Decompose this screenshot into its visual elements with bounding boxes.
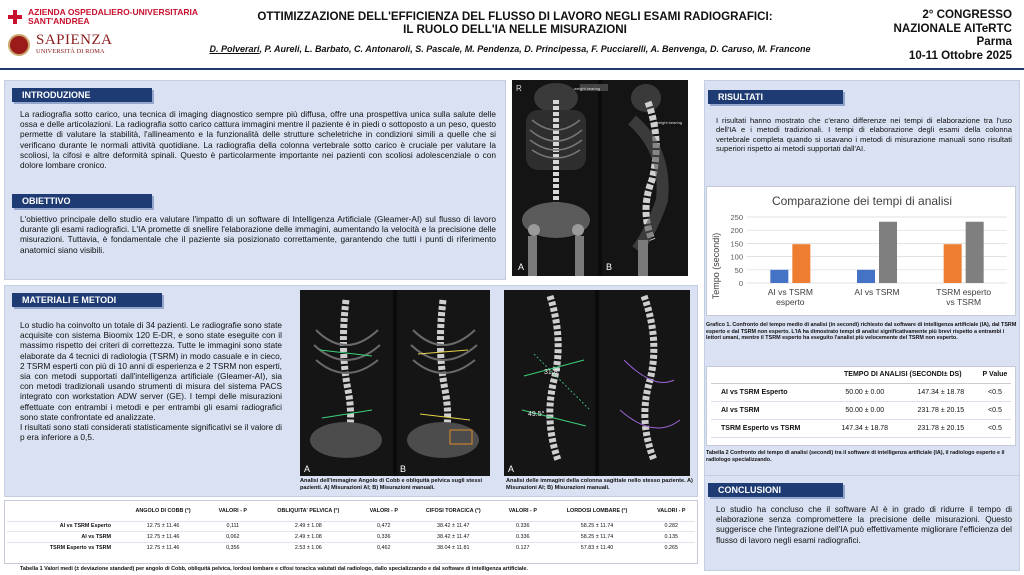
analysis-time-chart [707,187,1017,317]
col-lordosis: LORDOSI LOMBARE (°) [546,501,647,521]
y-tick-label: 200 [730,226,743,236]
co-authors: , P. Aureli, L. Barbato, C. Antonaroli, S. Pascale, M. Pendenza, D. Principessa, F. Pucciarelli, A. Benvenga, D. Caruso, M. Francone [259,44,811,54]
table-row: AI vs TSRM 12.75 ± 11.46 0,062 2.49 ± 1.08 0,336 38.42 ± 11.47 0.336 58.25 ± 11.74 0.135 [7,532,695,543]
tag-weight-bearing-1: weight bearing [574,86,601,91]
results-text: I risultati hanno mostrato che c'erano differenze nei tempi di elaborazione tra l'uso dell'IA e i metodi tradizionali. I tempi di elaborazione degli esami della colonna vertebrale completa quando si usavano i metodi di misurazione manuali sono risultati superiori rispetto ai metodi supportati dall'AI. [716,116,1012,154]
col-kyphosis: CIFOSI TORACICA (°) [407,501,499,521]
tag-weight-bearing-2: weight bearing [656,120,683,125]
methods-heading: MATERIALI E METODI [12,293,162,307]
y-tick-label: 0 [738,279,743,288]
congress-info: 2° CONGRESSO NAZIONALE AITeRTC Parma 10-11 Ottobre 2025 [893,8,1012,62]
frontal-label-a: A [304,464,311,474]
table2-header-row [711,367,1011,383]
col-analysis-time: TEMPO DI ANALISI (SECONDI± DS) [827,367,979,383]
chart-ylabel: Tempo (secondi) [711,232,721,300]
sagittal-caption: Analisi delle immagini della colonna sagittale nello stesso paziente. A) Misurazioni AI; B) Misurazioni manuali. [506,478,693,491]
hospital-logo [8,8,198,26]
col-p4: VALORI - P [648,501,695,521]
x-tick-label: esperto [776,297,805,307]
table1 [7,501,695,553]
label-b: B [606,262,613,272]
sagittal-label-a: A [508,464,515,474]
bar-ai-tsrm-tsrm [879,222,897,283]
xray-frontal-cobb [300,290,490,476]
xray-full-spine [512,80,688,276]
col-cobb: ANGOLO DI COBB (°) [117,501,209,521]
col-p1: VALORI - P [209,501,256,521]
label-r: R [516,84,522,93]
col-pvalue: P Value [979,367,1011,383]
chart-card [706,186,1016,316]
table-row: AI vs TSRM Esperto 50.00 ± 0.00 147.34 ± 18.78 <0.5 [711,383,1011,401]
hospital-name: AZIENDA OSPEDALIERO-UNIVERSITARIA SANT'ANDREA [28,7,199,26]
bar-ai-expert-tsrm [792,244,810,283]
frontal-label-b: B [400,464,407,474]
table2 [711,367,1011,438]
bar-ai-expert-ai [770,270,788,283]
table-row: TSRM Esperto vs TSRM 147.34 ± 18.78 231.78 ± 20.15 <0.5 [711,419,1011,437]
university-seal-icon [8,34,30,56]
frontal-caption: Analisi dell'immagine Angolo di Cobb e obliquità pelvica sugli stessi pazienti. A) Misurazioni AI; B) Misurazioni manuali. [300,478,483,491]
table2-caption: Tabella 2 Confronto del tempo di analisi (secondi) tra il software di intelligenza artificiale (IA), il radiologo esperto e il radiologo specializzando. [706,450,1005,463]
y-tick-label: 150 [730,239,743,249]
col-p3: VALORI - P [499,501,546,521]
y-tick-label: 250 [730,213,743,222]
col-p2: VALORI - P [360,501,407,521]
chart-title: Comparazione dei tempi di analisi [771,194,953,208]
header-divider [0,68,1024,70]
x-tick-label: AI vs TSRM [767,287,813,297]
poster-title: OTTIMIZZAZIONE DELL'EFFICIENZA DEL FLUSSO DI LAVORO NEGLI ESAMI RADIOGRAFICI: IL RUOLO DELL'IA NELLE MISURAZIONI [257,10,773,36]
university-sub: UNIVERSITÀ DI ROMA [36,48,105,55]
sagittal-angle-2: 49.5° [528,411,545,418]
x-tick-label: AI vs TSRM [854,287,900,297]
bar-expert-tsrm-tsrm [966,222,984,283]
conclusions-heading: CONCLUSIONI [708,483,843,497]
sagittal-angle-1: 31.8° [544,369,561,376]
table-row: TSRM Esperto vs TSRM 12.75 ± 11.46 0,356 2.53 ± 1.06 0,462 38.04 ± 11.81 0.127 57.83 ± 11.40 0.265 [7,542,695,553]
university-logo [8,33,113,56]
authors [180,44,840,54]
table1-header-row [7,501,695,521]
table1-caption: Tabella 1 Valori medi (± deviazione standard) per angolo di Cobb, obliquità pelvica, lordosi lombare e cifosi toracica valutati dal radiologo, dallo specializzando e dal software di intelligenza artificiale. [20,566,528,572]
table1-card [4,500,698,564]
label-a: A [518,262,525,272]
results-heading: RISULTATI [708,90,843,104]
cross-icon [8,10,22,24]
methods-text: Lo studio ha coinvolto un totale di 34 pazienti. Le radiografie sono state acquisite con sistema Bioomix 120 E-DR, e sono state eseguite con il massimo rispetto dei criteri di correttezza. Tutte le immagini sono state elaborate da 4 tecnici di radiologia (TSRM) in modo casuale e in cieco, 2 TSRM esperti con più di 10 anni di esperienza e 2 TSRM non esperti, sia con metodi supportati dall'intelligenza artificiale (Gleamer-AI), sia con metodi tradizionali usando strumenti di misura del sistema PACS integrato con workstation ADW server (GE). I tempi delle misurazioni effettuate con entrambi i metodi e per entrambi gli esami radiografici sono state confrontate ed analizzate. I risultati sono stati considerati statisticamente significativi se il valore di p era inferiore a 0,5. [20,320,282,443]
y-tick-label: 100 [730,252,743,262]
table2-card [706,366,1016,446]
university-name: SAPIENZA [36,32,113,48]
xray-sagittal [504,290,690,476]
x-tick-label: TSRM esperto [936,287,992,297]
lead-author: D. Polverari [209,44,260,54]
conclusions-text: Lo studio ha concluso che il software AI è in grado di ridurre il tempo di elaborazione senza compromettere la precisione delle misurazioni. Questo suggerisce che l'integrazione dell'IA può effettivamente migliorare l'efficienza del flusso di lavoro negli esami radiografici. [716,504,1012,545]
intro-text: La radiografia sotto carico, una tecnica di imaging diagnostico sempre più diffusa, offre una prospettiva unica sulla salute delle ossa e delle articolazioni. La radiografia sotto carico cattura immagini mentre il paziente è in piedi o sottoposto a un peso, questo permette di valutare la stabilità, l'allineamento e la funzionalità delle strutture scheletriche in condizioni simili a quelle che si verificano durante le normali attività quotidiane. La radiografia della colonna vertebrale sotto carico è cruciale per valutare la scoliosi, la cifosi e altre deformità spinali. Questo è particolarmente importante nei pazienti con scoliosi adolescenziale o con dolore lombare cronico. [20,109,496,171]
objective-heading: OBIETTIVO [12,194,152,208]
y-tick-label: 50 [734,265,743,275]
table-row: AI vs TSRM Esperto 12.75 ± 11.46 0,111 2.49 ± 1.08 0,472 38.42 ± 11.47 0.336 58.25 ± 11.74 0.282 [7,521,695,532]
x-tick-label: vs TSRM [946,297,982,307]
col-pelvic: OBLIQUITA' PELVICA (°) [257,501,361,521]
table-row: AI vs TSRM 50.00 ± 0.00 231.78 ± 20.15 <0.5 [711,401,1011,419]
intro-heading: INTRODUZIONE [12,88,152,102]
bar-expert-tsrm-expert [944,244,962,283]
chart-caption: Grafico 1. Confronto del tempo medio di analisi (in secondi) richiesto dal software di intelligenza artificiale (IA), dal TSRM esperto e dal TSRM non esperto. L'IA ha dimostrato tempi di analisi significativamente più brevi rispetto a entrambi i lettori umani, mentre il TSRM esperto ha eseguito l'analisi più velocemente del TSRM non esperto. [706,322,1017,342]
objective-text: L'obiettivo principale dello studio era valutare l'impatto di un software di Intelligenza Artificiale (Gleamer-AI) sul flusso di lavoro durante gli esami radiografici. L'IA promette di snellire l'elaborazione delle immagini, aumentando la velocità e la precisione delle misurazioni. Tuttavia, è fondamentale che il paziente sia posizionato correttamente, garantendo che tutti i punti di riferimento anatomici siano visibili. [20,214,496,255]
bar-ai-tsrm-ai [857,270,875,283]
